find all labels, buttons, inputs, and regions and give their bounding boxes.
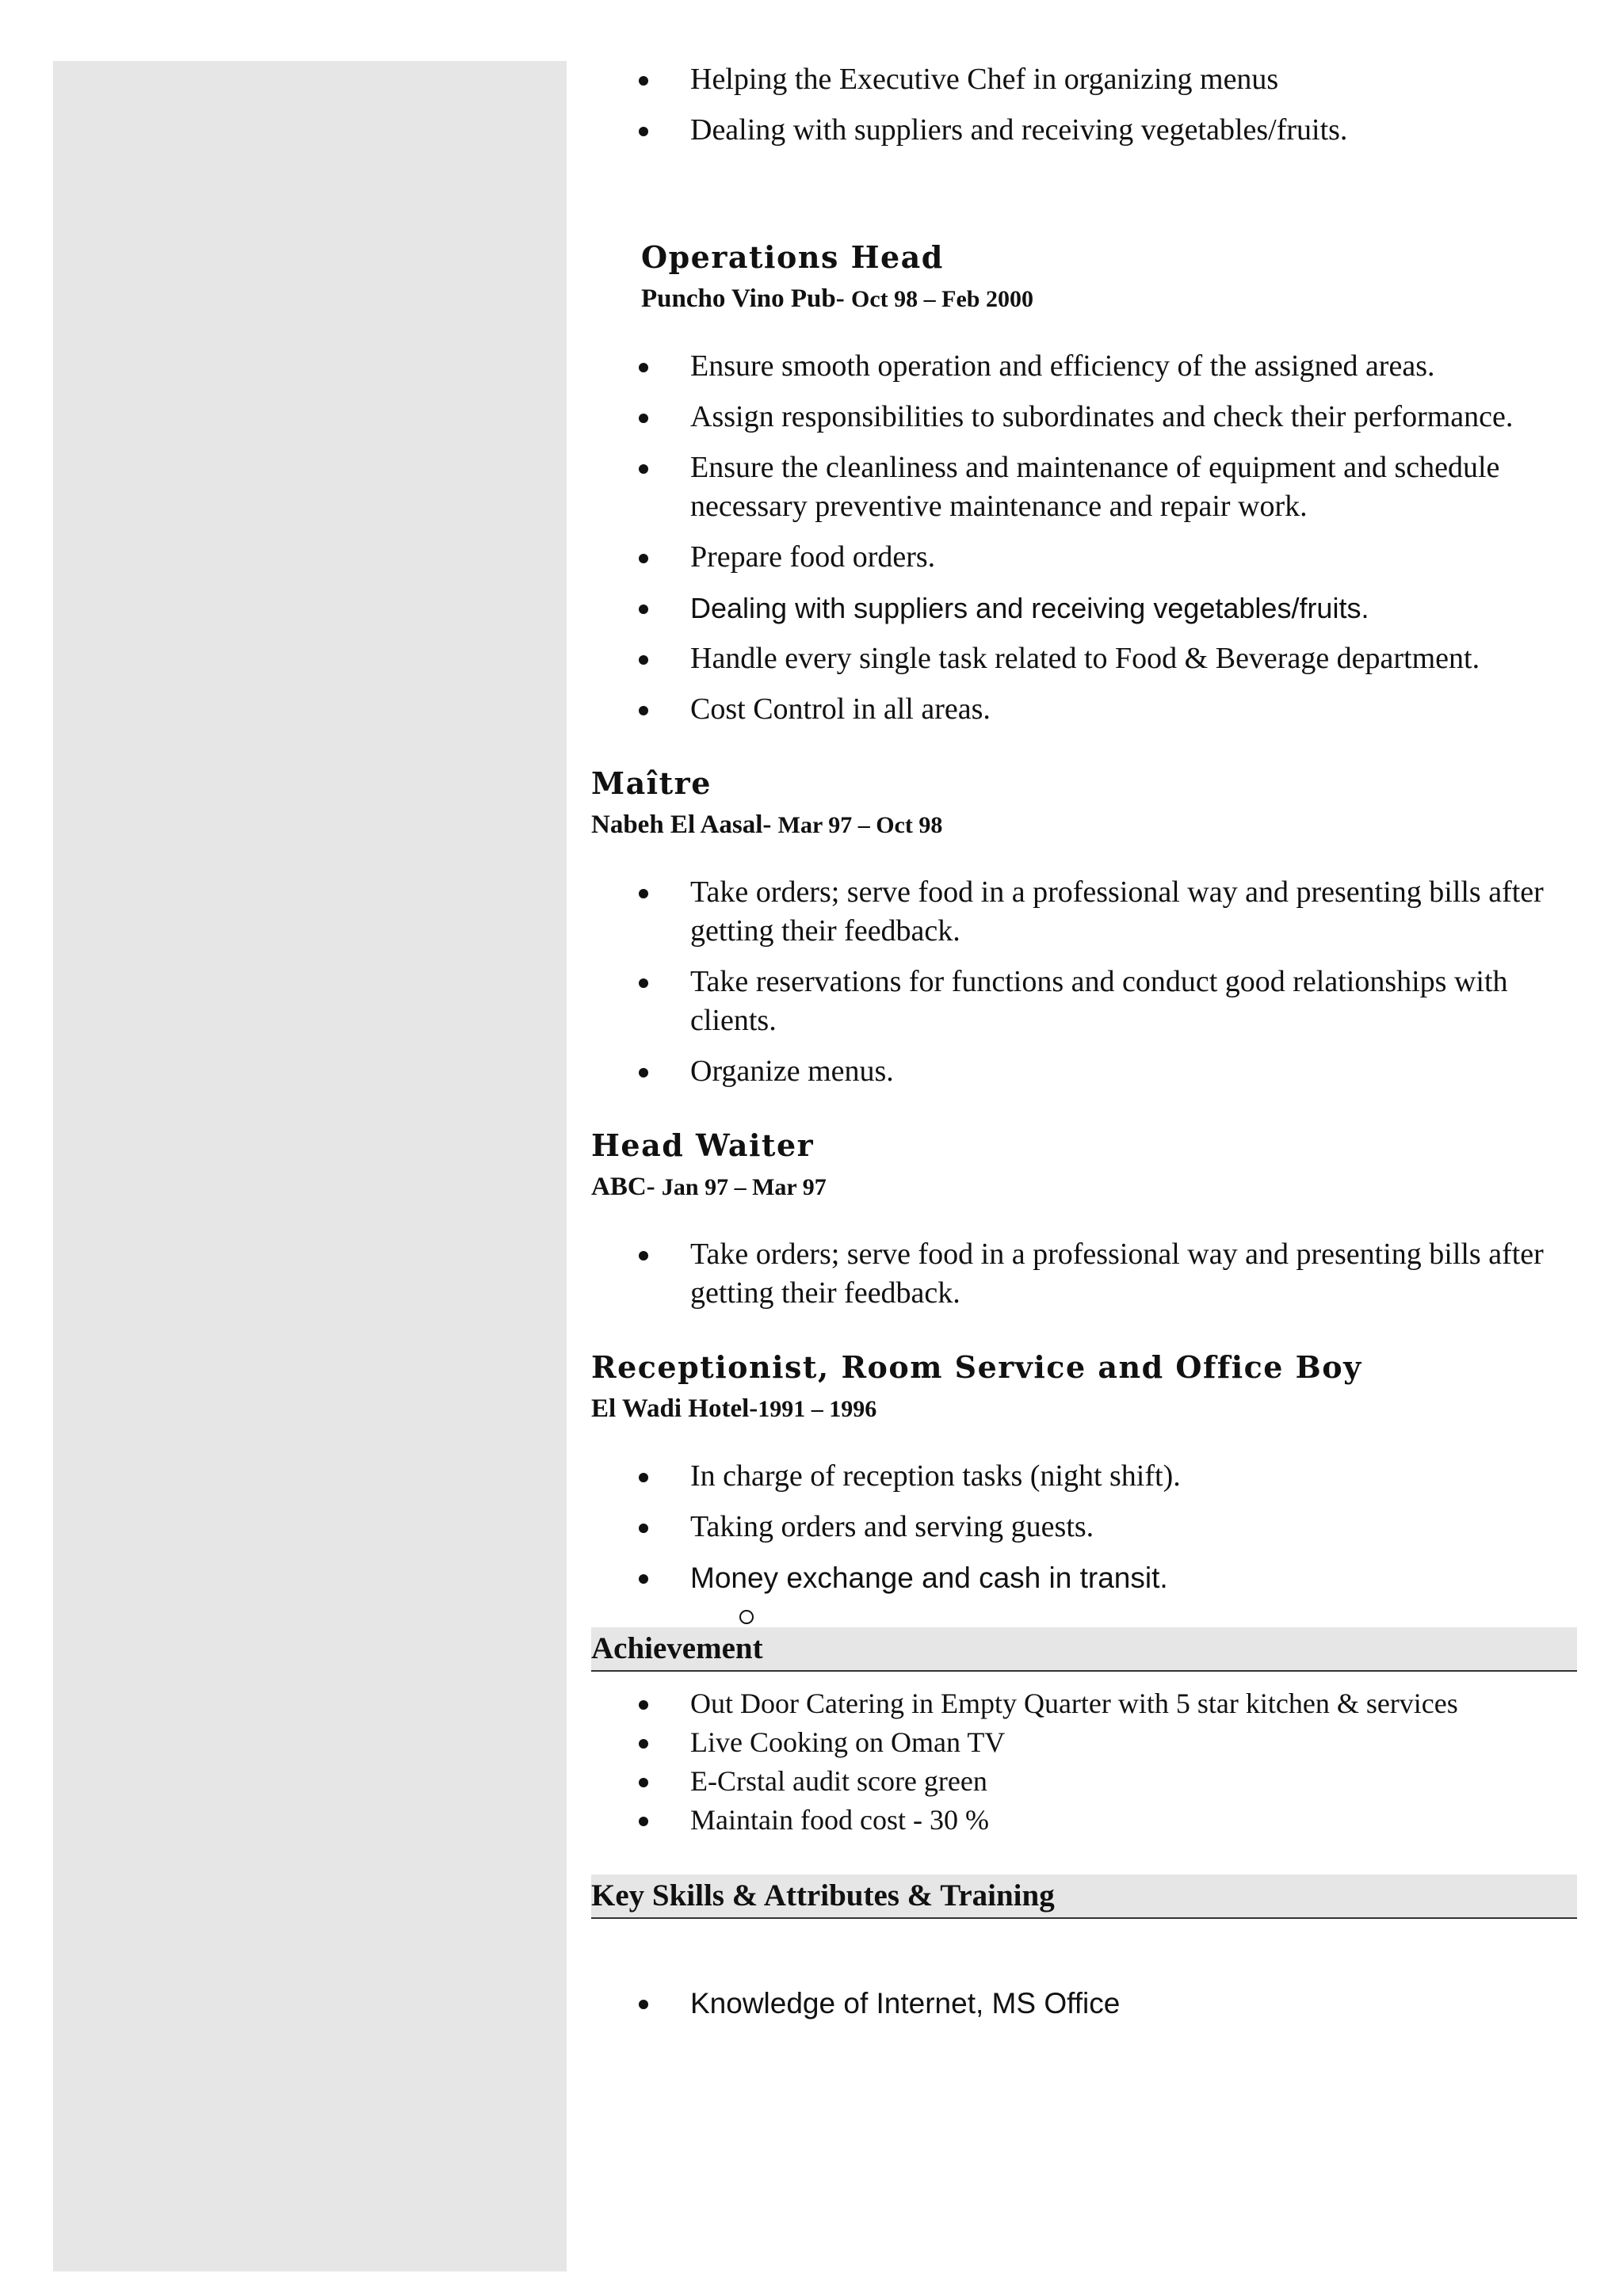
job-bullet-list	[591, 1457, 1577, 1597]
resume-content	[591, 60, 1577, 2035]
list-item: Maintain food cost - 30 %	[591, 1801, 1577, 1840]
bullet-icon	[639, 2000, 648, 2009]
skills-heading: Key Skills & Attributes & Training	[591, 1875, 1577, 1919]
job-bullet-list	[591, 873, 1577, 1091]
sidebar-panel	[53, 61, 567, 2271]
job-title: Receptionist, Room Service and Office Boy	[591, 1349, 1362, 1385]
job-bullet-list	[591, 347, 1577, 729]
bullet-icon	[639, 655, 648, 665]
list-item: Take orders; serve food in a professional way and presenting bills after getting their feedback.	[591, 1235, 1577, 1313]
achievement-list	[591, 1684, 1577, 1840]
list-item: Organize menus.	[591, 1052, 1577, 1091]
bullet-icon	[639, 127, 648, 136]
bullet-icon	[639, 1817, 648, 1826]
list-item: Take orders; serve food in a professional way and presenting bills after getting their feedback.	[591, 873, 1577, 951]
skills-list	[591, 1984, 1577, 2023]
bullet-icon	[639, 1739, 648, 1749]
job-dates: Mar 97 – Oct 98	[777, 812, 943, 838]
bullet-icon	[639, 554, 648, 563]
bullet-icon	[639, 1700, 648, 1710]
list-item: In charge of reception tasks (night shift).	[591, 1457, 1577, 1496]
bullet-icon	[639, 1473, 648, 1482]
list-item: Cost Control in all areas.	[591, 690, 1577, 729]
job-receptionist	[591, 1348, 1577, 1624]
list-item: Assign responsibilities to subordinates and check their performance.	[591, 398, 1577, 437]
job-employer: ABC- Jan 97 – Mar 97	[591, 1173, 827, 1201]
list-item: Money exchange and cash in transit.	[591, 1558, 1577, 1597]
job-maitre	[591, 765, 1577, 1091]
bullet-icon	[639, 889, 648, 898]
job-bullet-list	[591, 1235, 1577, 1313]
list-item: Dealing with suppliers and receiving vegetables/fruits.	[591, 111, 1577, 150]
bullet-icon	[639, 706, 648, 715]
achievement-section	[591, 1627, 1577, 1840]
intro-bullet-list	[591, 60, 1577, 150]
list-item: Taking orders and serving guests.	[591, 1508, 1577, 1547]
bullet-icon	[639, 1574, 648, 1584]
achievement-heading: Achievement	[591, 1627, 1577, 1672]
skills-section	[591, 1875, 1577, 2023]
job-head-waiter	[591, 1127, 1577, 1313]
job-employer: Puncho Vino Pub- Oct 98 – Feb 2000	[641, 284, 1033, 313]
list-item: Out Door Catering in Empty Quarter with 5 star kitchen & services	[591, 1684, 1577, 1723]
bullet-icon	[639, 414, 648, 423]
job-title: Maître	[591, 765, 712, 801]
list-item: Knowledge of Internet, MS Office	[591, 1984, 1577, 2023]
list-item: Dealing with suppliers and receiving vegetables/fruits.	[591, 589, 1577, 627]
list-item: Take reservations for functions and conduct good relationships with clients.	[591, 963, 1577, 1040]
bullet-icon	[639, 978, 648, 988]
bullet-icon	[639, 363, 648, 372]
job-title: Head Waiter	[591, 1127, 815, 1163]
job-dates: 1991 – 1996	[758, 1396, 877, 1422]
job-employer: El Wadi Hotel-1991 – 1996	[591, 1394, 877, 1423]
list-item: Live Cooking on Oman TV	[591, 1723, 1577, 1762]
list-item: Prepare food orders.	[591, 538, 1577, 577]
list-item: Helping the Executive Chef in organizing menus	[591, 60, 1577, 99]
bullet-icon	[639, 464, 648, 474]
empty-sub-bullet-icon	[739, 1610, 754, 1624]
bullet-icon	[639, 1251, 648, 1261]
list-item: Handle every single task related to Food & Beverage department.	[591, 639, 1577, 678]
job-dates: Oct 98 – Feb 2000	[851, 286, 1033, 312]
job-operations-head	[591, 238, 1577, 729]
bullet-icon	[639, 1524, 648, 1533]
bullet-icon	[639, 605, 648, 614]
list-item: Ensure the cleanliness and maintenance of equipment and schedule necessary preventive maintenance and repair work.	[591, 448, 1577, 526]
list-item: E-Crstal audit score green	[591, 1762, 1577, 1801]
bullet-icon	[639, 1068, 648, 1077]
job-title: Operations Head	[641, 239, 944, 275]
job-employer: Nabeh El Aasal- Mar 97 – Oct 98	[591, 810, 943, 839]
bullet-icon	[639, 1778, 648, 1787]
list-item: Ensure smooth operation and efficiency of the assigned areas.	[591, 347, 1577, 386]
bullet-icon	[639, 76, 648, 86]
job-dates: Jan 97 – Mar 97	[661, 1174, 827, 1200]
